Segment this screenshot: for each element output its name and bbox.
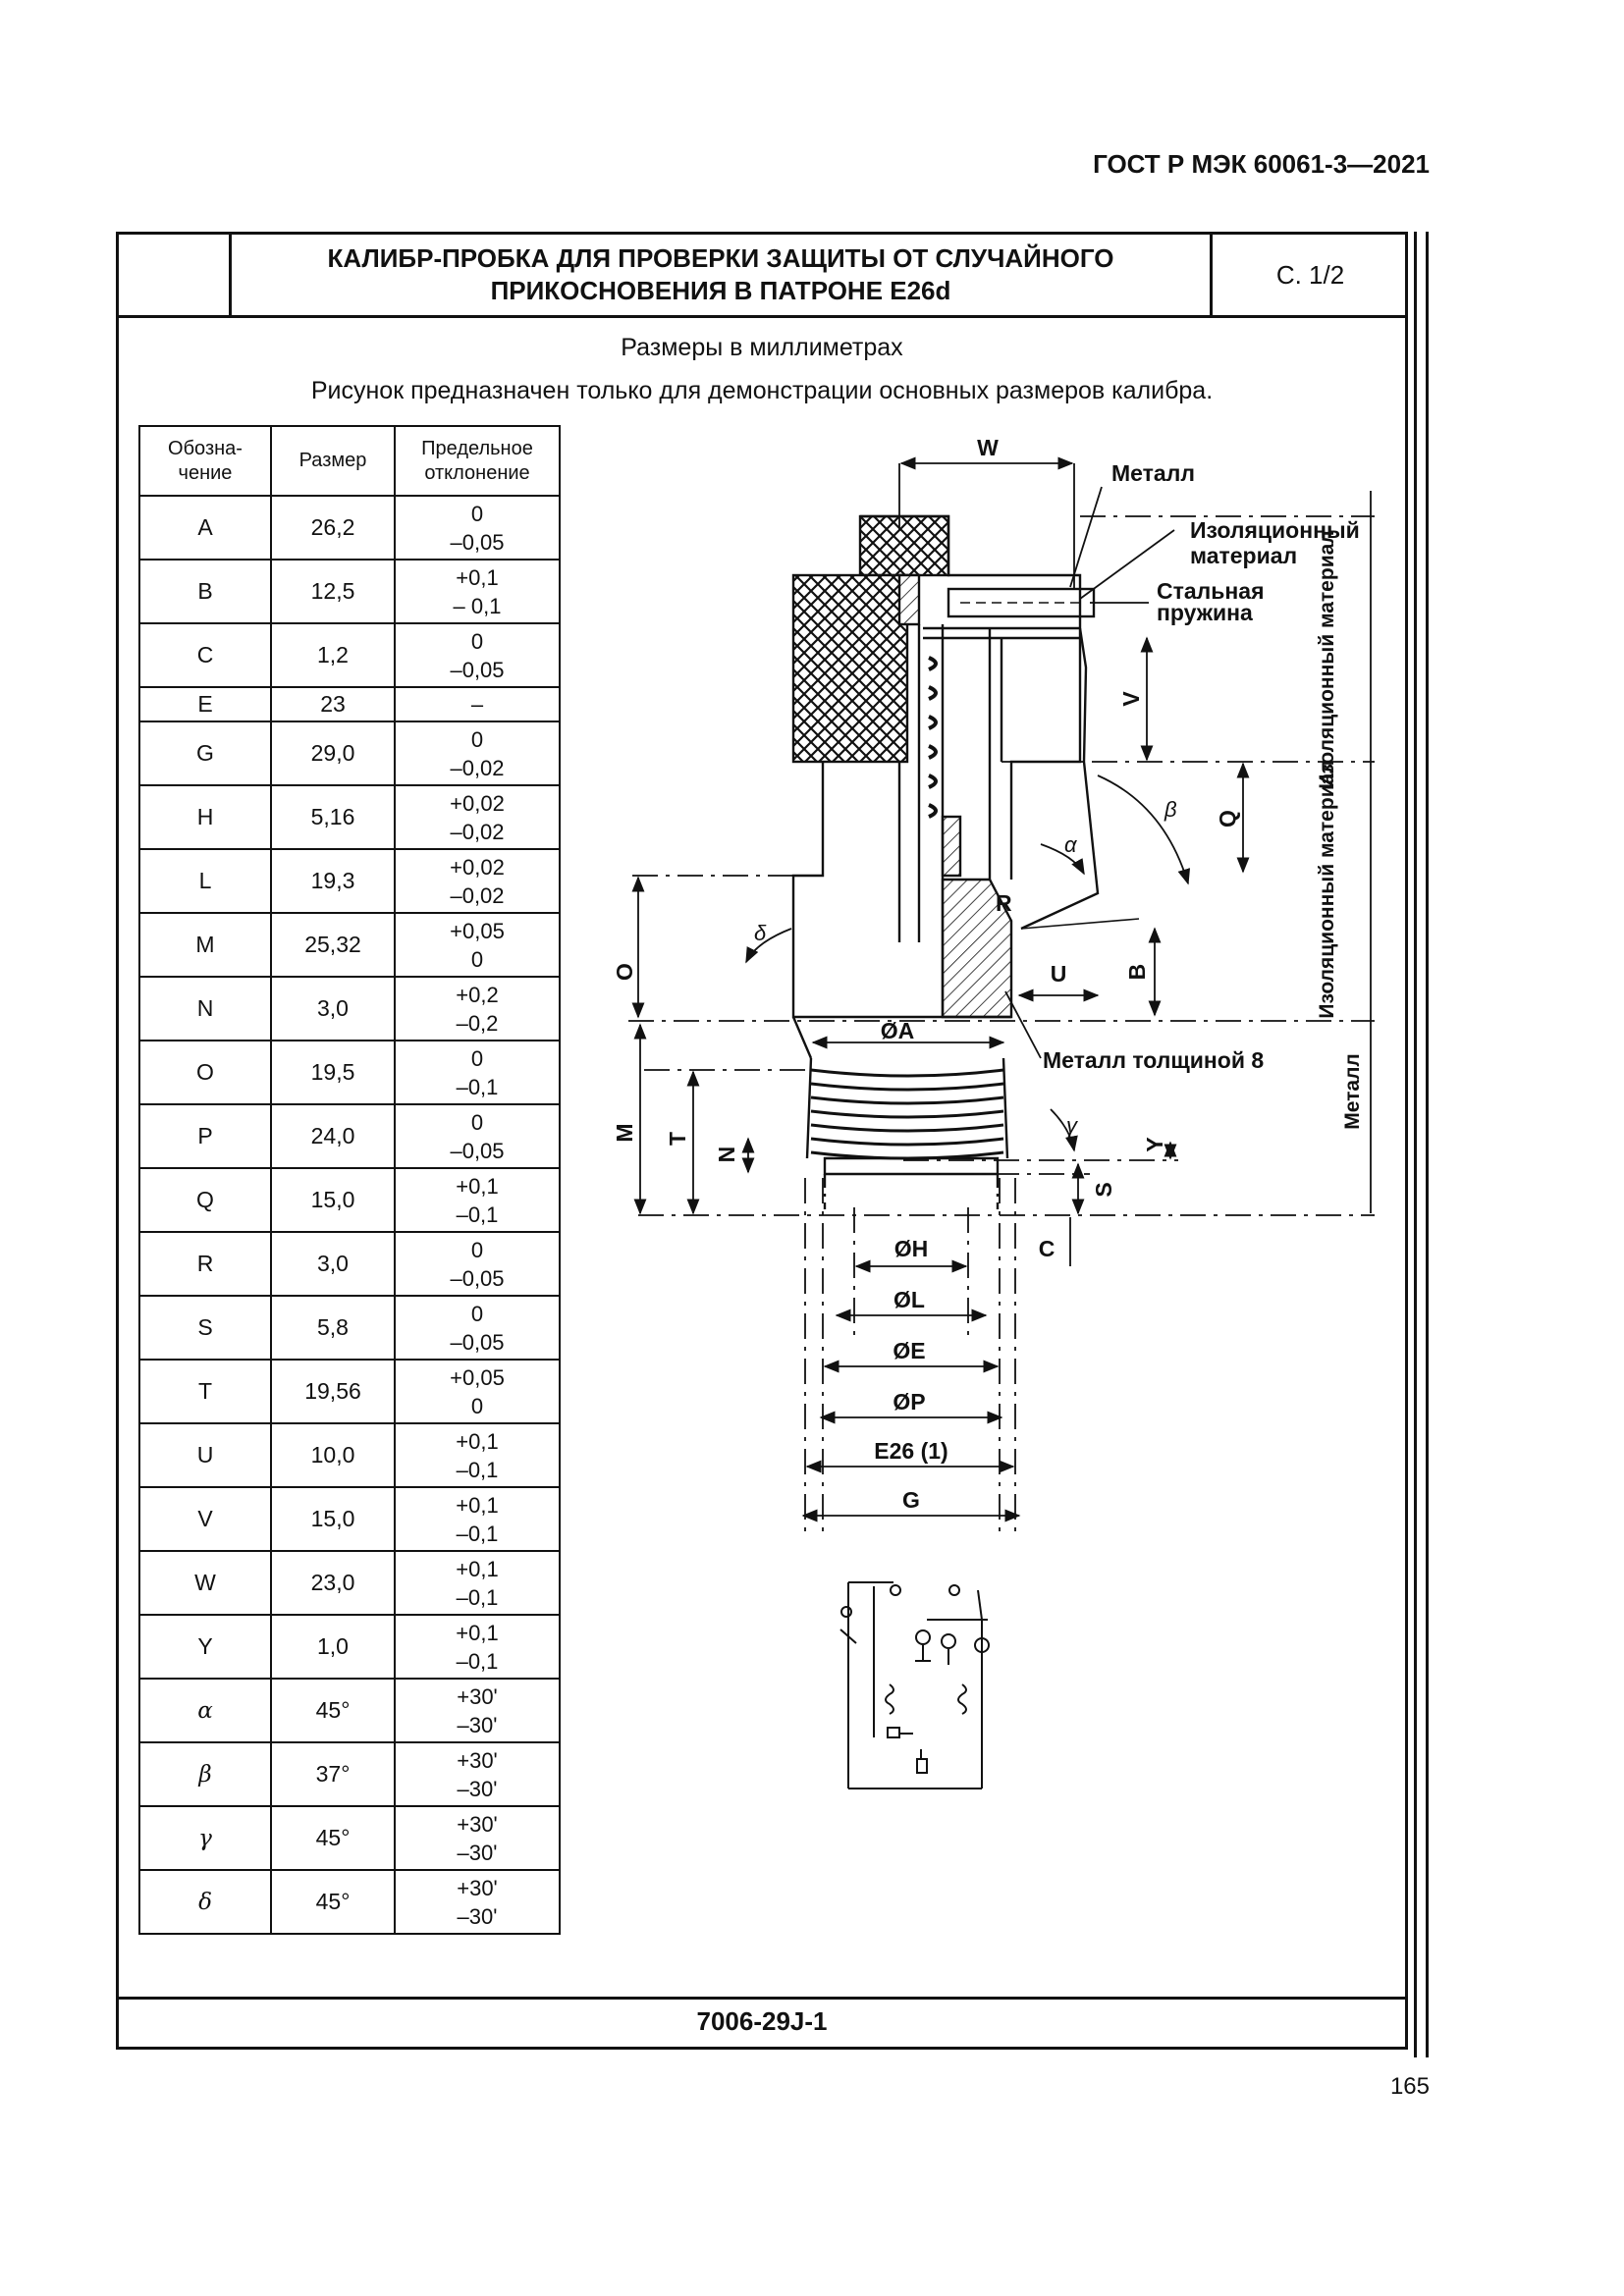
size-cell: 5,16 <box>271 785 395 849</box>
symbol-cell: P <box>139 1104 271 1168</box>
label-delta: δ <box>754 921 767 945</box>
symbol-cell: Y <box>139 1615 271 1679</box>
size-cell: 26,2 <box>271 496 395 560</box>
label-v: V <box>1118 691 1144 707</box>
size-cell: 25,32 <box>271 913 395 977</box>
insulator-part <box>899 575 919 624</box>
footer-divider <box>116 1997 1408 2000</box>
symbol-cell: δ <box>139 1870 271 1934</box>
symbol-cell: A <box>139 496 271 560</box>
size-cell: 45° <box>271 1679 395 1742</box>
label-steel-2: пружина <box>1157 600 1253 625</box>
side-label-insulating-bottom: Изоляционный материал <box>1316 760 1338 1019</box>
label-b: B <box>1124 963 1150 981</box>
size-cell: 15,0 <box>271 1168 395 1232</box>
label-w: W <box>977 435 999 460</box>
dim-alpha-arc <box>1041 844 1084 874</box>
label-q: Q <box>1215 810 1240 828</box>
symbol-cell: C <box>139 623 271 687</box>
tolerance-cell: +0,1 – 0,1 <box>395 560 560 623</box>
handle-cap <box>860 516 948 575</box>
tolerance-cell: 0 –0,05 <box>395 1296 560 1360</box>
label-dia-a: ØA <box>880 1018 915 1043</box>
tolerance-cell: +30' –30' <box>395 1870 560 1934</box>
symbol-cell: β <box>139 1742 271 1806</box>
symbol-cell: Q <box>139 1168 271 1232</box>
symbol-cell: N <box>139 977 271 1041</box>
tolerance-cell: +0,02 –0,02 <box>395 849 560 913</box>
symbol-cell: V <box>139 1487 271 1551</box>
label-n: N <box>714 1146 739 1163</box>
tolerance-cell: 0 –0,1 <box>395 1041 560 1104</box>
size-cell: 45° <box>271 1870 395 1934</box>
standard-number: ГОСТ Р МЭК 60061-3—2021 <box>1093 149 1430 179</box>
tolerance-cell: +0,1 –0,1 <box>395 1168 560 1232</box>
dim-beta-arc <box>1098 775 1188 883</box>
label-dia-l: ØL <box>893 1287 925 1312</box>
spring-coils <box>929 658 936 817</box>
label-s: S <box>1091 1182 1116 1198</box>
insulator-part <box>943 817 960 876</box>
symbol-cell: M <box>139 913 271 977</box>
tolerance-cell: +0,1 –0,1 <box>395 1487 560 1551</box>
column-header: Размер <box>271 426 395 496</box>
size-cell: 1,0 <box>271 1615 395 1679</box>
tolerance-cell: – <box>395 687 560 721</box>
dim-delta-arc <box>746 929 791 962</box>
label-e26: E26 (1) <box>874 1438 948 1464</box>
symbol-cell: R <box>139 1232 271 1296</box>
size-cell: 23 <box>271 687 395 721</box>
sheet-code: 7006-29J-1 <box>696 2006 828 2036</box>
size-cell: 19,56 <box>271 1360 395 1423</box>
tolerance-cell: +0,2 –0,2 <box>395 977 560 1041</box>
size-cell: 3,0 <box>271 1232 395 1296</box>
tolerance-cell: +30' –30' <box>395 1679 560 1742</box>
label-gamma: γ <box>1066 1113 1077 1138</box>
tolerance-cell: +0,05 0 <box>395 913 560 977</box>
size-cell: 45° <box>271 1806 395 1870</box>
side-label-insulating-top: Изоляционный материал <box>1316 530 1338 789</box>
side-label-metal: Металл <box>1341 1053 1364 1130</box>
size-cell: 19,3 <box>271 849 395 913</box>
label-dia-p: ØP <box>893 1389 926 1415</box>
tolerance-cell: 0 –0,05 <box>395 496 560 560</box>
tolerance-cell: +30' –30' <box>395 1806 560 1870</box>
label-t: T <box>665 1131 690 1147</box>
label-alpha: α <box>1064 832 1077 857</box>
size-cell: 12,5 <box>271 560 395 623</box>
tolerance-cell: 0 –0,02 <box>395 721 560 785</box>
tolerance-cell: +0,02 –0,02 <box>395 785 560 849</box>
label-r: R <box>996 890 1012 916</box>
sheet-title: КАЛИБР-ПРОБКА ДЛЯ ПРОВЕРКИ ЗАЩИТЫ ОТ СЛУЧАЙНОГО ПРИКОСНОВЕНИЯ В ПАТРОНЕ E26d <box>232 232 1213 318</box>
thread-profile <box>811 1070 1003 1158</box>
label-insulating-1: Изоляционный <box>1190 517 1360 543</box>
size-cell: 29,0 <box>271 721 395 785</box>
sheet-page-ref: С. 1/2 <box>1275 259 1345 290</box>
tolerance-cell: 0 –0,05 <box>395 623 560 687</box>
column-header: Предельное отклонение <box>395 426 560 496</box>
size-cell: 5,8 <box>271 1296 395 1360</box>
label-insulating-2: материал <box>1190 543 1298 568</box>
symbol-cell: α <box>139 1679 271 1742</box>
label-beta: β <box>1164 797 1177 822</box>
tolerance-cell: +0,05 0 <box>395 1360 560 1423</box>
circuit-schematic <box>840 1582 989 1789</box>
tolerance-cell: 0 –0,05 <box>395 1232 560 1296</box>
tolerance-cell: +30' –30' <box>395 1742 560 1806</box>
figure-note: Рисунок предназначен только для демонстрации основных размеров калибра. <box>310 377 1214 404</box>
symbol-cell: U <box>139 1423 271 1487</box>
size-cell: 19,5 <box>271 1041 395 1104</box>
symbol-cell: O <box>139 1041 271 1104</box>
label-m: M <box>612 1123 637 1143</box>
tolerance-cell: +0,1 –0,1 <box>395 1615 560 1679</box>
column-header: Обозна- чение <box>139 426 271 496</box>
tolerance-cell: +0,1 –0,1 <box>395 1423 560 1487</box>
size-cell: 23,0 <box>271 1551 395 1615</box>
label-o: O <box>612 963 637 981</box>
size-cell: 1,2 <box>271 623 395 687</box>
symbol-cell: W <box>139 1551 271 1615</box>
tolerance-cell: 0 –0,05 <box>395 1104 560 1168</box>
label-steel-1: Стальная <box>1157 578 1265 604</box>
size-cell: 37° <box>271 1742 395 1806</box>
label-y: Y <box>1142 1137 1167 1152</box>
leader-metal-thick <box>1005 991 1041 1058</box>
label-dia-h: ØH <box>893 1236 929 1261</box>
symbol-cell: L <box>139 849 271 913</box>
tolerance-cell: +0,1 –0,1 <box>395 1551 560 1615</box>
label-metal-thick: Металл толщиной 8 <box>1043 1047 1265 1073</box>
handle-knurl <box>793 575 907 762</box>
label-dia-e: ØE <box>893 1338 926 1363</box>
symbol-cell: T <box>139 1360 271 1423</box>
label-metal: Металл <box>1111 460 1195 486</box>
units-note: Размеры в миллиметрах <box>621 334 903 361</box>
size-cell: 10,0 <box>271 1423 395 1487</box>
size-cell: 24,0 <box>271 1104 395 1168</box>
symbol-cell: S <box>139 1296 271 1360</box>
size-cell: 15,0 <box>271 1487 395 1551</box>
symbol-cell: E <box>139 687 271 721</box>
symbol-cell: G <box>139 721 271 785</box>
label-c: C <box>1038 1236 1056 1261</box>
label-u: U <box>1050 961 1067 987</box>
page-number: 165 <box>1389 2073 1430 2100</box>
size-cell: 3,0 <box>271 977 395 1041</box>
symbol-cell: γ <box>139 1806 271 1870</box>
label-g: G <box>902 1487 920 1513</box>
symbol-cell: B <box>139 560 271 623</box>
symbol-cell: H <box>139 785 271 849</box>
spring-arm <box>1021 628 1098 929</box>
